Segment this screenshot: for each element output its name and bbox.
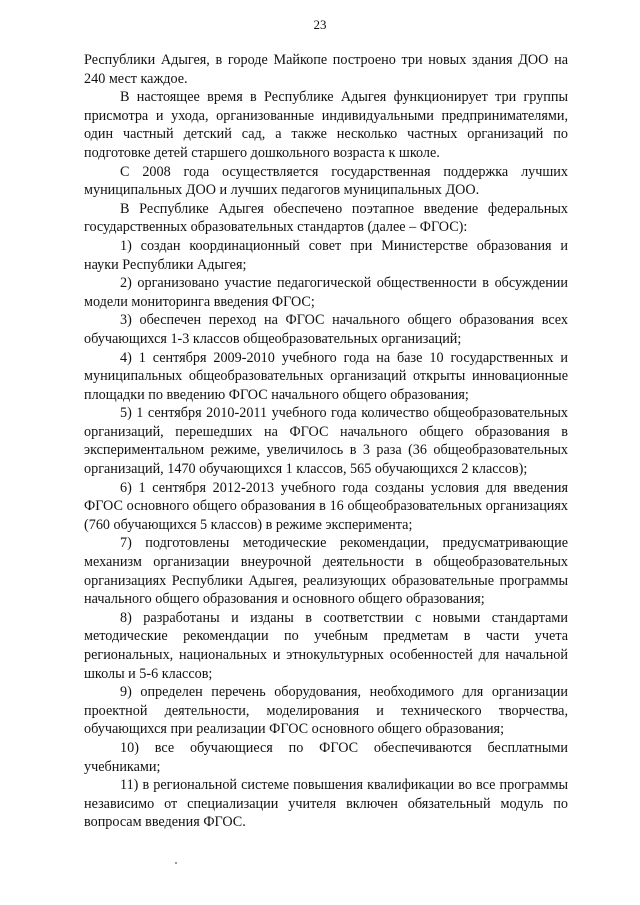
list-item-11: 11) в региональной системе повышения квалификации во все программы независимо от специализации учителя включен обязательный модуль по вопросам введения ФГОС. [84, 777, 568, 831]
list-item-8: 8) разработаны и изданы в соответствии с новыми стандартами методические рекомендации по учебным предметам в части учета региональных, национальных и этнокультурных особенностей для начальной школы и 5-6 классов; [84, 609, 568, 682]
document-body [84, 51, 568, 832]
list-item-9: 9) определен перечень оборудования, необходимого для организации проектной деятельности, моделирования и технического творчества, обучающихся при реализации ФГОС основного общего образования; [84, 684, 568, 738]
list-item-4: 4) 1 сентября 2009-2010 учебного года на базе 10 государственных и муниципальных общеобразовательных организаций открыты инновационные площадки по введению ФГОС начального общего образования; [84, 349, 568, 403]
paragraph-fgos-intro: В Республике Адыгея обеспечено поэтапное введение федеральных государственных образовательных стандартов (далее – ФГОС): [84, 200, 568, 236]
scan-speck [175, 862, 177, 864]
list-item-6: 6) 1 сентября 2012-2013 учебного года созданы условия для введения ФГОС основного общего образования в 16 общеобразовательных организациях (760 обучающихся 5 классов) в режиме эксперимента; [84, 479, 568, 533]
list-item-2: 2) организовано участие педагогической общественности в обсуждении модели мониторинга введения ФГОС; [84, 275, 568, 310]
list-item-3: 3) обеспечен переход на ФГОС начального общего образования всех обучающихся 1-3 классов общеобразовательных организаций; [84, 312, 568, 347]
paragraph-state-support: С 2008 года осуществляется государственная поддержка лучших муниципальных ДОО и лучших педагогов муниципальных ДОО. [84, 163, 568, 199]
list-item-5: 5) 1 сентября 2010-2011 учебного года количество общеобразовательных организаций, перешедших на ФГОС начального общего образования в экспериментальном режиме, увеличилось в 3 раза (36 общеобразовательных организаций, 1470 обучающихся 1 классов, 565 обучающихся 2 классов); [84, 405, 568, 478]
list-item-1: 1) создан координационный совет при Министерстве образования и науки Республики Адыгея; [84, 237, 568, 273]
paragraph-private-groups: В настоящее время в Республике Адыгея функционирует три группы присмотра и ухода, организованные индивидуальными предпринимателями, один частный детский сад, а также несколько частных организаций по подготовке детей старшего дошкольного возраста к школе. [84, 89, 568, 161]
list-item-7: 7) подготовлены методические рекомендации, предусматривающие механизм организации внеурочной деятельности в общеобразовательных организациях Республики Адыгея, реализующих образовательные программы начального общего образования и основного общего образования; [84, 535, 568, 608]
page-number: 23 [313, 17, 327, 32]
list-item-10: 10) все обучающиеся по ФГОС обеспечиваются бесплатными учебниками; [84, 739, 568, 775]
paragraph-continuation: Республики Адыгея, в городе Майкопе построено три новых здания ДОО на 240 мест каждое. [84, 52, 568, 87]
